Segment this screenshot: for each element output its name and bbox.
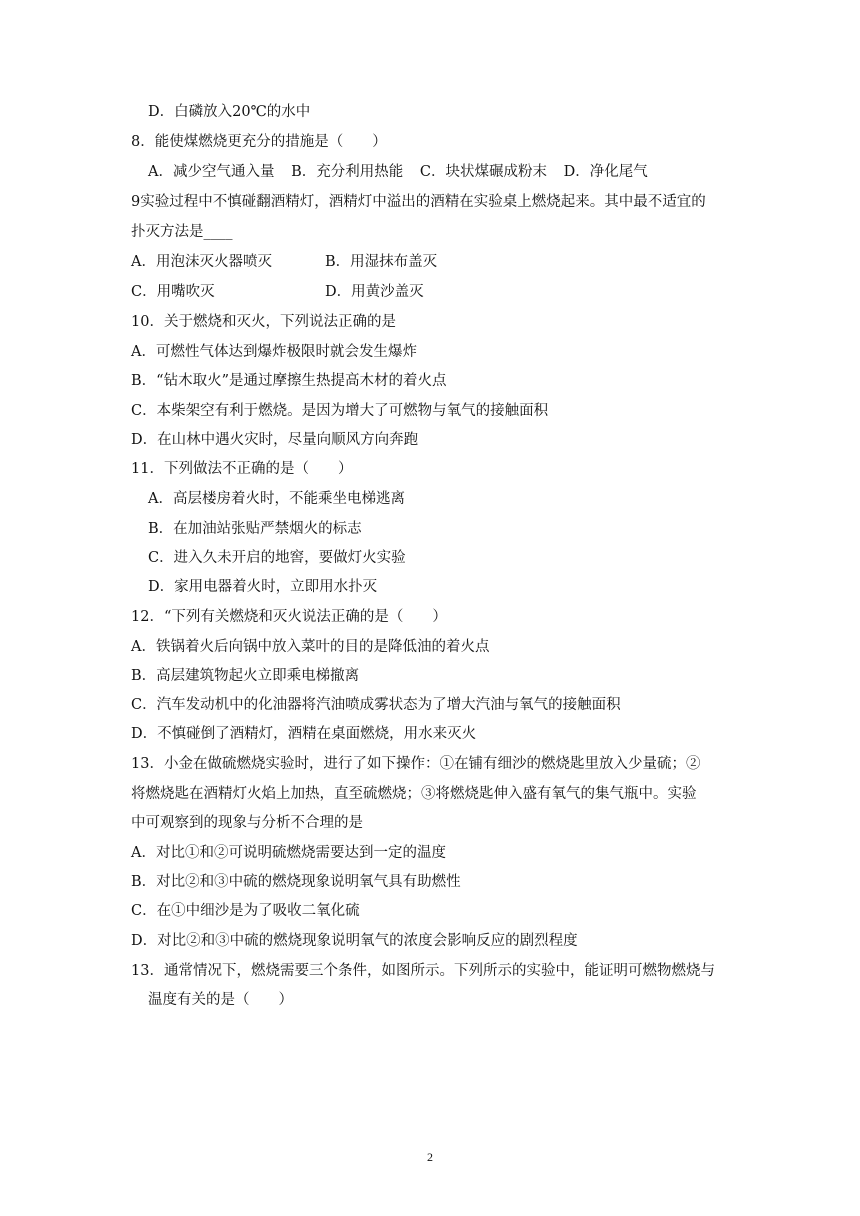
q9-option-d: D．用黄沙盖灭 xyxy=(325,284,424,300)
question-8-options xyxy=(148,162,660,182)
q11-option-d: D．家用电器着火时，立即用水扑灭 xyxy=(148,579,378,595)
q9-option-c: C．用嘴吹灭 xyxy=(131,284,215,300)
q8-option-a: A．减少空气通入量 xyxy=(148,164,275,180)
q12-option-b: B．高层建筑物起火立即乘电梯撤离 xyxy=(131,668,360,684)
question-9-options-row2 xyxy=(131,282,519,302)
q12-option-a: A．铁锅着火后向锅中放入菜叶的目的是降低油的着火点 xyxy=(131,639,490,655)
page-number: 2 xyxy=(427,1150,433,1164)
q13-option-d: D．对比②和③中硫的燃烧现象说明氧气的浓度会影响反应的剧烈程度 xyxy=(131,933,578,949)
q8-option-d: D．净化尾气 xyxy=(563,164,648,180)
q10-option-c: C．本柴架空有利于燃烧。是因为增大了可燃物与氧气的接触面积 xyxy=(131,403,549,419)
question-13b-line2: 温度有关的是（ ） xyxy=(148,992,293,1008)
q11-option-c: C．进入久未开启的地窖，要做灯火实验 xyxy=(148,550,406,566)
q13-option-c: C．在①中细沙是为了吸收二氧化硫 xyxy=(131,903,360,919)
question-9-line2: 扑灭方法是____ xyxy=(131,224,233,240)
question-10: 10．关于燃烧和灭火，下列说法正确的是 xyxy=(131,314,396,330)
question-11: 11．下列做法不正确的是（ ） xyxy=(131,461,353,477)
q12-option-d: D．不慎碰倒了酒精灯，酒精在桌面燃烧，用水来灭火 xyxy=(131,726,477,742)
q11-option-a: A．高层楼房着火时，不能乘坐电梯逃离 xyxy=(148,491,405,507)
question-8: 8．能使煤燃烧更充分的措施是（ ） xyxy=(131,134,387,150)
q8-option-b: B．充分利用热能 xyxy=(291,164,404,180)
question-13-line1: 13．小金在做硫燃烧实验时，进行了如下操作：①在铺有细沙的燃烧匙里放入少量硫；② xyxy=(131,756,701,772)
option-d-line: D．白磷放入20℃的水中 xyxy=(148,104,311,120)
question-12: 12．“下列有关燃烧和灭火说法正确的是（ ） xyxy=(131,609,447,625)
q13-option-a: A．对比①和②可说明硫燃烧需要达到一定的温度 xyxy=(131,845,446,861)
q9-option-b: B．用湿抹布盖灭 xyxy=(325,254,438,270)
q13-option-b: B．对比②和③中硫的燃烧现象说明氧气具有助燃性 xyxy=(131,874,461,890)
q10-option-d: D．在山林中遇火灾时，尽量向顺风方向奔跑 xyxy=(131,432,419,448)
question-13-line3: 中可观察到的现象与分析不合理的是 xyxy=(131,815,363,831)
question-9-options-row1 xyxy=(131,252,519,272)
question-13b-line1: 13．通常情况下，燃烧需要三个条件，如图所示。下列所示的实验中，能证明可燃物燃烧与 xyxy=(131,963,715,979)
q9-option-a: A．用泡沫灭火器喷灭 xyxy=(131,254,272,270)
q10-option-b: B．“钻木取火”是通过摩擦生热提高木材的着火点 xyxy=(131,373,447,389)
question-9-line1: 9实验过程中不慎碰翻酒精灯，酒精灯中溢出的酒精在实验桌上燃烧起来。其中最不适宜的 xyxy=(131,194,706,210)
q10-option-a: A．可燃性气体达到爆炸极限时就会发生爆炸 xyxy=(131,344,417,360)
q11-option-b: B．在加油站张贴严禁烟火的标志 xyxy=(148,521,362,537)
q8-option-c: C．块状煤碾成粉末 xyxy=(419,164,547,180)
q12-option-c: C．汽车发动机中的化油器将汽油喷成雾状态为了增大汽油与氧气的接触面积 xyxy=(131,697,621,713)
question-13-line2: 将燃烧匙在酒精灯火焰上加热，直至硫燃烧；③将燃烧匙伸入盛有氧气的集气瓶中。实验 xyxy=(131,786,697,802)
